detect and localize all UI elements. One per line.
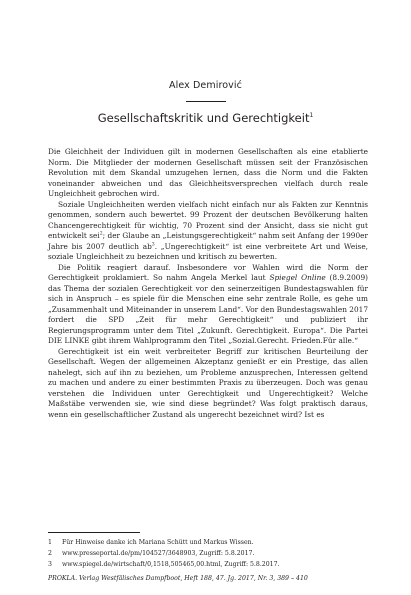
footnote-divider: [48, 532, 140, 533]
title-footnote-marker[interactable]: 1: [309, 112, 314, 120]
footnote-text: www.presseportal.de/pm/104527/3648903, Zugriff: 5.8.2017.: [62, 550, 255, 557]
paragraph-text: Die Gleichheit der Individuen gilt in modernen Gesellschaften als eine etablierte Norm. Die Mitglieder der modernen Gesellschaft müssen seit der Französischen Revolution mit dem Skandal umzugehen lernen, dass die Norm und die Fakten voneinander abweichen und das Gleichheitsversprechen vielfach durch reale Ungleichheit gebrochen wird.: [48, 147, 368, 198]
article-title-text: Gesellschaftskritik und Gerechtigkeit: [97, 111, 310, 125]
footnotes: [48, 537, 368, 570]
body-text: [48, 147, 368, 420]
footnote-item: [48, 537, 368, 548]
footnote-text: www.spiegel.de/wirtschaft/0,1518,505465,00.html, Zugriff: 5.8.2017.: [62, 561, 280, 568]
body-paragraph: [48, 347, 368, 421]
body-paragraph: [48, 200, 368, 263]
italic-text: Spiegel Online: [269, 273, 326, 282]
paragraph-text: Gerechtigkeit ist ein weit verbreiteter Begriff zur kritischen Beurteilung der Gesellschaft. Wegen der allgemeinen Akzeptanz genießt er ein Prestige, das allen nahelegt, sich auf ihn zu beziehen, um Probleme anzusprechen, Interessen geltend zu machen und andere zu einer bestimmten Praxis zu überzeugen. Doch was genau verstehen die Individuen unter Gerechtigkeit und Ungerechtigkeit? Welche Maßstäbe verwenden sie, wie sind diese begründet? Was folgt praktisch daraus, wenn ein gesellschaftlicher Zustand als ungerecht bezeichnet wird? Ist es: [48, 346, 368, 419]
footnote-marker[interactable]: 2: [99, 231, 103, 237]
footnote-item: [48, 548, 368, 559]
article-title: [0, 111, 411, 125]
author-name: Alex Demirović: [169, 80, 242, 91]
paragraph-text: Soziale Ungleichheiten werden vielfach nicht einfach nur als Fakten zur Kenntnis genommen, sondern auch bewertet. 99 Prozent der deutschen Bevölkerung halten Chancengerechtigkeit für wichtig, 70 Prozent sind der Ansicht, dass sie nicht gut entwickelt sei: [48, 199, 368, 240]
footnote-number: 2: [48, 550, 52, 557]
paragraph-text: ; der Glaube an „Leistungsgerechtigkeit“ nahm seit Anfang der 1990er Jahre bis 2007 deutlich ab: [48, 231, 369, 251]
footnote-item: [48, 559, 368, 570]
footnote-text: Für Hinweise danke ich Mariana Schütt und Markus Wissen.: [62, 539, 254, 546]
footnote-number: 3: [48, 561, 52, 568]
paragraph-text: . „Ungerechtigkeit“ ist eine verbreitete Art und Weise, soziale Ungleichheit zu bezeichnen und kritisch zu bewerten.: [48, 241, 369, 261]
paragraph-text: Die Politik reagiert darauf. Insbesondere vor Wahlen wird die Norm der Gerechtigkeit proklamiert. So nahm Angela Merkel laut: [48, 262, 368, 282]
paragraph-text: (8.9.2009) das Thema der sozialen Gerechtigkeit vor den seinerzeitigen Bundestagswahlen für sich in Anspruch – es spiele für die Menschen eine sehr zentrale Rolle, es gehe um „Zusammenhalt und Miteinander in unserem Land“. Vor den Bundestagswahlen 2017 fordert die SPD „Zeit für mehr Gerechtigkeit“ und publiziert ihr Regierungsprogramm unter dem Titel „Zukunft. Gerechtigkeit. Europa“. Die Partei DIE LINKE gibt ihrem Wahlprogramm den Titel „Sozial.Gerecht. Frieden.Für alle.“: [48, 273, 368, 345]
body-paragraph: [48, 263, 368, 347]
page-footer: PROKLA. Verlag Westfälisches Dampfboot, Heft 188, 47. Jg. 2017, Nr. 3, 389 – 410: [48, 575, 308, 582]
footnote-marker[interactable]: 3: [151, 242, 155, 248]
body-paragraph: [48, 147, 368, 200]
footnote-number: 1: [48, 539, 52, 546]
title-divider: [186, 101, 226, 102]
